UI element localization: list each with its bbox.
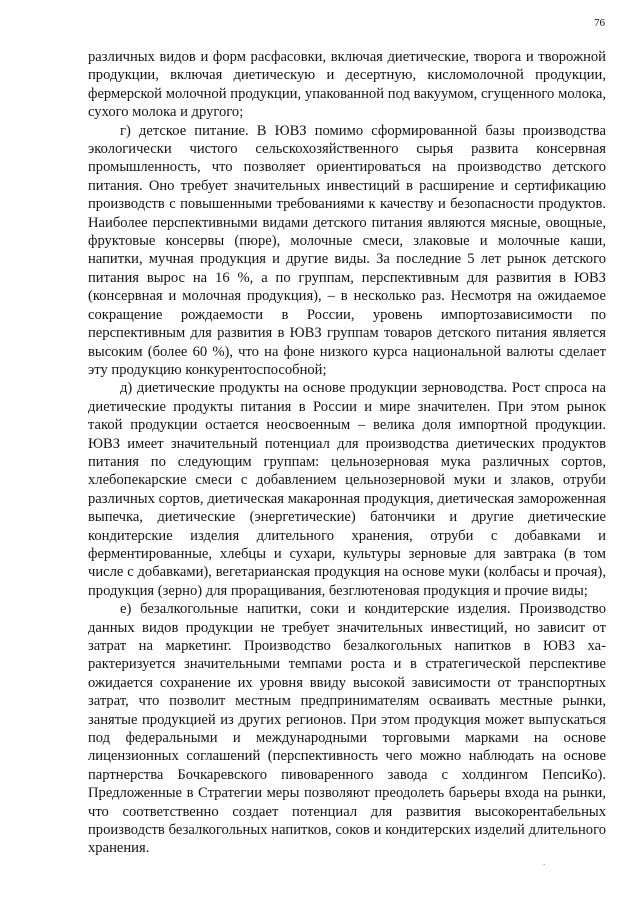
scan-mark: . xyxy=(543,857,546,867)
page-number: 76 xyxy=(594,17,605,29)
body-text xyxy=(88,48,606,858)
paragraph-soft-drinks: е) безалкогольные напитки, соки и кондитерские изделия. Производство данных видов продукции не требует значительных инвестиций, но зависит от затрат на маркетинг. Производство безалкогольных напитков в ЮВЗ характеризуется значительными темпами роста и в стратегической перспективе ожидается сохранение их уровня ввиду высокой зависимости от транспортных затрат, что позволит местным предпринимателям осваивать местные рынки, занятые продукцией из других регионов. При этом продукция может выпускаться под федеральными и международными торговыми марками на основе лицензионных соглашений (перспективность чего можно наблюдать на основе партнерства Бочкаревского пивоваренного завода с холдингом ПепсиКо). Предложенные в Стратегии меры позволяют преодолеть барьеры входа на рынки, что соответственно создает потенциал для развития высокорентабельных производств безалкогольных напитков, соков и кондитерских изделий длительного хранения. xyxy=(88,601,606,857)
paragraph-continuation: различных видов и форм расфасовки, включая диетические, творога и творожной продукции, включая диетическую и десертную, кисломолочной продукции, фермерской молочной продукции, упакованной под вакуумом, сгущенного молока, сухого молока и другого; xyxy=(88,49,606,121)
paragraph-baby-food: г) детское питание. В ЮВЗ помимо сформированной базы производства экологически чистого сельскохозяйственного сырья развита консервная промышленность, что позволяет ориентироваться на производство детского питания. Оно требует значительных инвестиций в расширение и сертификацию производств с повышенными требованиями к качеству и безопасности продуктов. Наиболее перспективными видами детского питания являются мясные, овощные, фруктовые консервы (пюре), молочные смеси, злаковые и молочные каши, напитки, мучная продукция и другие виды. За последние 5 лет рынок детского питания вырос на 16 %, а по группам, перспективным для развития в ЮВЗ (консервная и молочная продукция), – в несколько раз. Несмотря на ожидаемое сокращение рождаемости в России, уровень импортозависимости по перспективным для развития в ЮВЗ группам товаров детского питания является высоким (более 60 %), что на фоне низкого курса национальной валюты сделает эту продукцию конкурентоспособной; xyxy=(88,122,606,378)
paragraph-diet-products: д) диетические продукты на основе продукции зерноводства. Рост спроса на диетические продукты питания в России и мире значителен. При этом рынок такой продукции остается неосвоенным – велика доля импортной продукции. ЮВЗ имеет значительный потенциал для производства диетических продуктов питания по следующим группам: цельнозерновая мука различных сортов, хлебопекарские смеси с добавлением цельнозерновой муки и злаков, отруби различных сортов, диетическая макаронная продукция, диетическая замороженная выпечка, диетические (энергетические) батончики и другие диетические кондитерские изделия длительного хранения, отруби с добавками и ферментированные, хлебцы и сухари, культуры зерновые для завтрака (в том числе с добавками), вегетарианская продукция на основе муки (колбасы и прочая), продукция (зерно) для проращивания, безглютеновая продукция и прочие виды; xyxy=(88,380,606,599)
